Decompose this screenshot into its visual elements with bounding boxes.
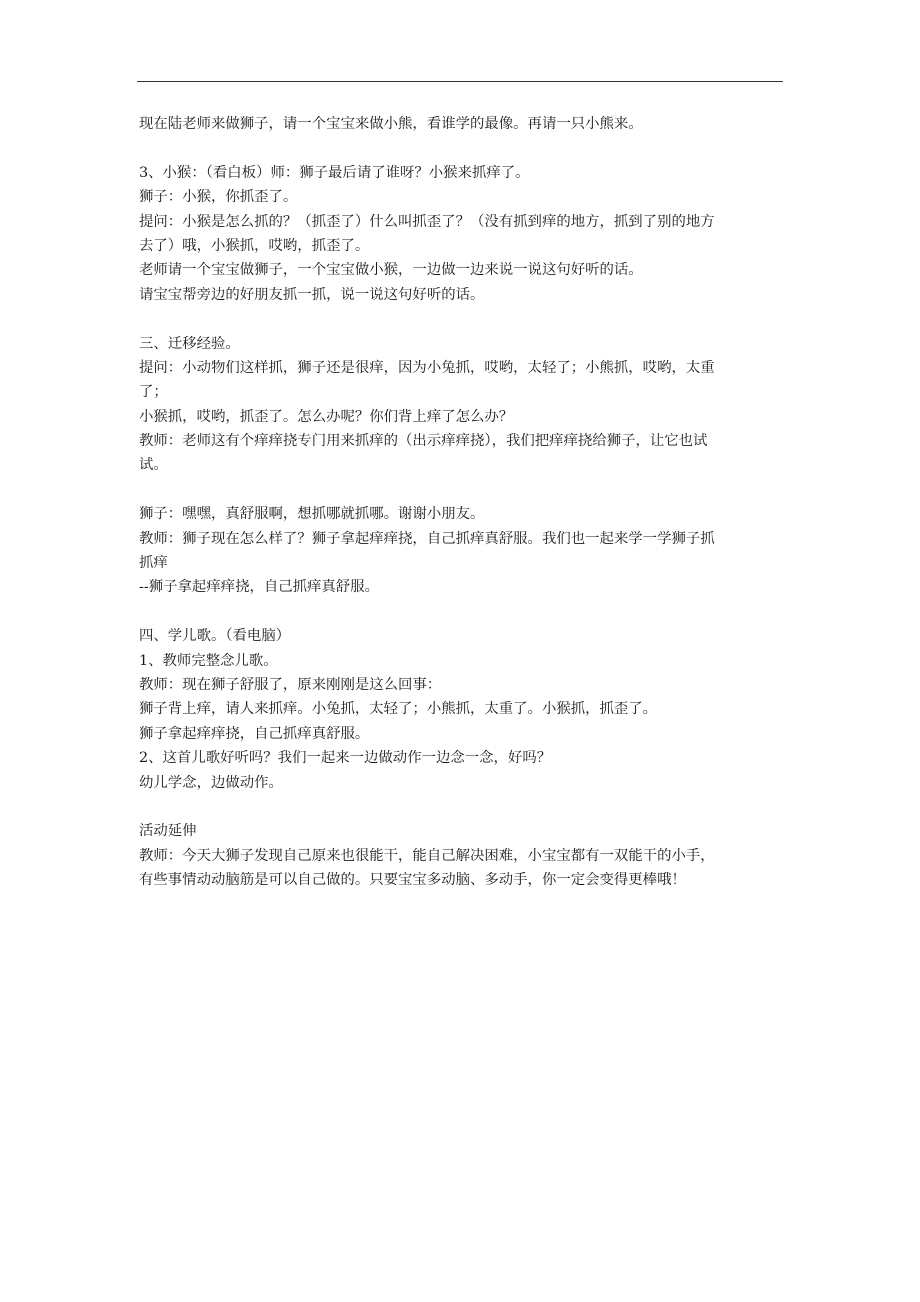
text-line: 老师请一个宝宝做狮子，一个宝宝做小猴，一边做一边来说一说这句好听的话。 [139,262,643,279]
blank-line [139,600,787,624]
text-line: 教师：老师这有个痒痒挠专门用来抓痒的（出示痒痒挠），我们把痒痒挠给狮子，让它也试 [139,433,708,450]
text-line: 3、小猴：（看白板）师：狮子最后请了谁呀？小猴来抓痒了。 [139,164,530,181]
blank-line [139,136,787,160]
text-line: 了； [139,384,168,401]
text-line: 四、学儿歌。（看电脑） [139,628,291,645]
text-line: 三、迁移经验。 [139,335,240,352]
header-rule [137,81,783,82]
text-line: 抓痒 [139,555,168,572]
text-line: 有些事情动动脑筋是可以自己做的。只要宝宝多动脑、多动手，你一定会变得更棒哦！ [139,872,686,889]
text-line: 请宝宝帮旁边的好朋友抓一抓，说一说这句好听的话。 [139,286,485,303]
text-line: 狮子：小猴，你抓歪了。 [139,189,298,206]
blank-line [139,307,787,331]
text-line: 去了）哦，小猴抓，哎哟，抓歪了。 [139,237,370,254]
text-line: 提问：小猴是怎么抓的？（抓歪了）什么叫抓歪了？（没有抓到痒的地方，抓到了别的地方 [139,213,715,230]
text-line: 活动延伸 [139,823,197,840]
text-line: 教师：今天大狮子发现自己原来也很能干，能自己解决困难，小宝宝都有一双能干的小手， [139,847,715,864]
text-line: 狮子背上痒，请人来抓痒。小兔抓，太轻了；小熊抓，太重了。小猴抓，抓歪了。 [139,701,658,718]
text-line: 狮子拿起痒痒挠，自己抓痒真舒服。 [139,725,370,742]
text-line: 教师：现在狮子舒服了，原来刚刚是这么回事： [139,676,442,693]
text-line: 提问：小动物们这样抓，狮子还是很痒，因为小兔抓，哎哟，太轻了；小熊抓，哎哟，太重 [139,359,715,376]
text-line: 2、这首儿歌好听吗？我们一起来一边做动作一边念一念，好吗？ [139,750,552,767]
text-line: 狮子：嘿嘿，真舒服啊，想抓哪就抓哪。谢谢小朋友。 [139,506,485,523]
text-line: 1、教师完整念儿歌。 [139,652,278,669]
text-line: --狮子拿起痒痒挠，自己抓痒真舒服。 [139,579,379,596]
blank-line [139,478,787,502]
text-line: 幼儿学念，边做动作。 [139,774,283,791]
blank-line [139,795,787,819]
document-body [139,112,787,893]
text-line: 现在陆老师来做狮子，请一个宝宝来做小熊，看谁学的最像。再请一只小熊来。 [139,116,643,132]
text-line: 小猴抓，哎哟，抓歪了。怎么办呢？你们背上痒了怎么办？ [139,408,514,425]
text-line: 教师：狮子现在怎么样了？狮子拿起痒痒挠，自己抓痒真舒服。我们也一起来学一学狮子抓 [139,530,715,547]
text-line: 试。 [139,457,168,474]
